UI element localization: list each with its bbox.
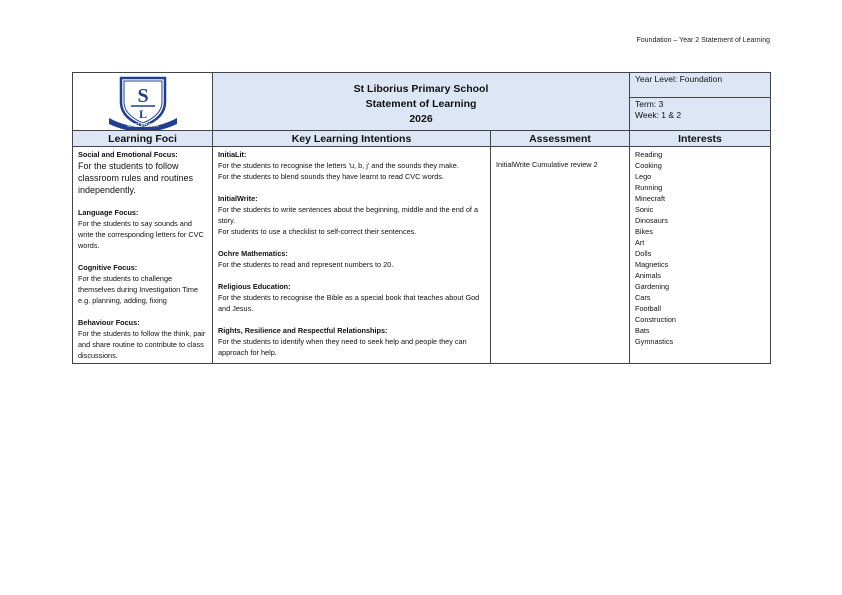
interest-item: Magnetics	[635, 260, 669, 269]
focus-text: For the students to follow classroom rules and routines independently.	[78, 161, 194, 195]
intention-title: Rights, Resilience and Respectful Relationships:	[218, 326, 388, 335]
header-learning-foci: Learning Foci	[73, 131, 213, 147]
interests-cell	[630, 147, 771, 364]
intention-title: Religious Education:	[218, 282, 291, 291]
interest-item: Gardening	[635, 282, 670, 291]
document-year: 2026	[409, 113, 433, 125]
interest-item: Bikes	[635, 227, 653, 236]
intention-line: For the students to read and represent numbers to 20.	[218, 260, 394, 269]
key-learning-intentions-cell	[213, 147, 491, 364]
header-interests: Interests	[630, 131, 771, 147]
school-logo-cell	[73, 73, 213, 131]
interest-item: Animals	[635, 271, 661, 280]
focus-text: For the students to say sounds and write the corresponding letters for CVC words.	[78, 219, 204, 250]
intention-initialwrite	[218, 193, 485, 237]
school-crest-logo	[103, 74, 183, 130]
interest-item: Dolls	[635, 249, 652, 258]
intention-religious-education	[218, 281, 485, 314]
svg-text:S: S	[136, 84, 149, 107]
interest-item: Football	[635, 304, 661, 313]
document-title: Statement of Learning	[365, 98, 477, 110]
focus-title: Behaviour Focus:	[78, 318, 140, 327]
interests-list	[635, 149, 765, 347]
focus-social-emotional	[78, 149, 207, 196]
intention-title: Ochre Mathematics:	[218, 249, 288, 258]
year-level: Year Level: Foundation	[635, 74, 723, 84]
intention-ochre-mathematics	[218, 248, 485, 270]
year-level-cell	[630, 73, 771, 98]
interest-item: Minecraft	[635, 194, 666, 203]
intention-line: For the students to recognise the Bible as a special book that teaches about God and Jesus.	[218, 293, 480, 313]
interest-item: Lego	[635, 172, 652, 181]
interest-item: Sonic	[635, 205, 654, 214]
focus-text: For the students to follow the think, pair and share routine to contribute to class discussions.	[78, 329, 206, 360]
school-title-cell	[213, 73, 630, 131]
page-header: Foundation – Year 2 Statement of Learning	[636, 37, 770, 44]
intention-respectful-relationships	[218, 325, 485, 358]
interest-item: Art	[635, 238, 645, 247]
focus-cognitive	[78, 262, 207, 306]
interest-item: Cars	[635, 293, 651, 302]
focus-language	[78, 207, 207, 251]
school-name: St Liborius Primary School	[353, 83, 489, 95]
intention-line: For the students to write sentences about the beginning, middle and the end of a story.	[218, 205, 479, 225]
interest-item: Running	[635, 183, 663, 192]
focus-title: Cognitive Focus:	[78, 263, 138, 272]
interest-item: Construction	[635, 315, 676, 324]
intention-title: InitiaLit:	[218, 150, 247, 159]
assessment-text: InitialWrite Cumulative review 2	[496, 160, 598, 169]
intention-initialit	[218, 149, 485, 182]
week: Week: 1 & 2	[635, 110, 682, 120]
intention-line: For the students to blend sounds they have learnt to read CVC words.	[218, 172, 444, 181]
svg-text:EAGLEHAWK: EAGLEHAWK	[126, 122, 159, 129]
statement-of-learning-table	[72, 72, 771, 364]
assessment-cell	[491, 147, 630, 364]
focus-text: For the students to challenge themselves during Investigation Time e.g. planning, adding, fixing	[78, 274, 199, 305]
svg-text:L: L	[138, 106, 147, 121]
intention-line: For the students to recognise the letters 'u, b, j' and the sounds they make.	[218, 161, 459, 170]
term-week-cell	[630, 98, 771, 131]
learning-foci-cell	[73, 147, 213, 364]
intention-line: For students to use a checklist to self-correct their sentences.	[218, 227, 417, 236]
term: Term: 3	[635, 99, 664, 109]
focus-behaviour	[78, 317, 207, 361]
intention-line: For the students to identify when they need to seek help and people they can approach for help.	[218, 337, 467, 357]
focus-title: Language Focus:	[78, 208, 139, 217]
interest-item: Bats	[635, 326, 650, 335]
interest-item: Reading	[635, 150, 663, 159]
interest-item: Cooking	[635, 161, 662, 170]
interest-item: Gymnastics	[635, 337, 674, 346]
interest-item: Dinosaurs	[635, 216, 668, 225]
header-assessment: Assessment	[491, 131, 630, 147]
header-key-learning-intentions: Key Learning Intentions	[213, 131, 491, 147]
intention-title: InitialWrite:	[218, 194, 258, 203]
focus-title: Social and Emotional Focus:	[78, 150, 178, 159]
